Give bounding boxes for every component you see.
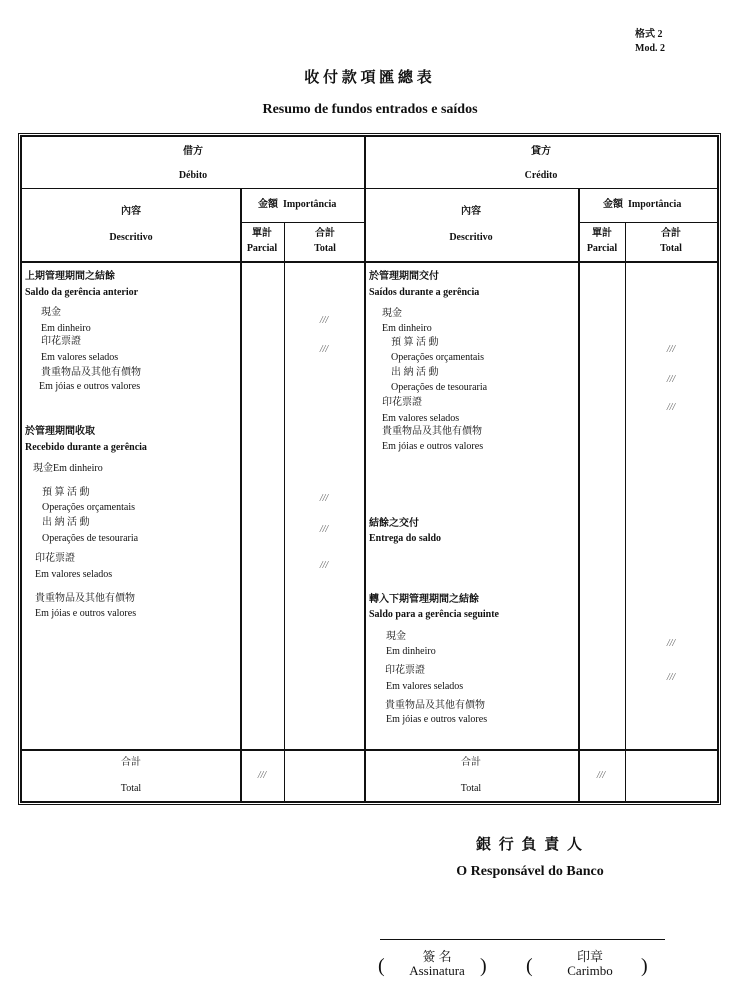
line-item: Operações de tesouraria <box>391 382 488 393</box>
total-row-pt: Total <box>460 783 482 794</box>
line-item: Operações orçamentais <box>391 352 485 363</box>
blank-mark: /// <box>257 770 267 781</box>
section-heading: Saídos durante a gerência <box>369 287 480 298</box>
total-zh: 合計 <box>661 228 681 239</box>
partial-zh: 單計 <box>592 228 612 239</box>
section-heading: 於管理期間收取 <box>25 426 95 437</box>
close-paren: ) <box>480 955 487 977</box>
partial-pt: Parcial <box>246 243 278 254</box>
total-pt: Total <box>314 243 336 254</box>
line-item: 現金 <box>386 631 406 642</box>
section-heading: Recebido durante a gerência <box>25 442 147 453</box>
close-paren: ) <box>641 955 648 977</box>
total-row-zh: 合計 <box>121 757 141 768</box>
line-item: 印花票證 <box>385 665 425 676</box>
debit-zh: 借方 <box>183 146 203 157</box>
line-item: Em dinheiro <box>386 646 436 657</box>
stamp-zh: 印章 <box>576 949 604 964</box>
bank-officer-pt: O Responsável do Banco <box>456 864 604 879</box>
title-pt: Resumo de fundos entrados e saídos <box>262 102 478 117</box>
divider <box>22 749 717 751</box>
partial-zh: 單計 <box>252 228 272 239</box>
title-zh: 收 付 款 項 匯 總 表 <box>304 70 432 86</box>
line-item: 出 納 活 動 <box>42 517 90 528</box>
line-item: 貴重物品及其他有價物 <box>35 593 135 604</box>
open-paren: ( <box>526 955 533 977</box>
line-item: Em jóias e outros valores <box>386 714 488 725</box>
blank-mark: /// <box>666 374 676 385</box>
section-heading: Saldo para a gerência seguinte <box>369 609 499 620</box>
line-item: 貴重物品及其他有價物 <box>382 426 482 437</box>
line-item: Em jóias e outros valores <box>382 441 484 452</box>
blank-mark: /// <box>319 560 329 571</box>
amount-header-right <box>603 199 681 211</box>
stamp-pt: Carimbo <box>567 963 613 978</box>
line-item: 貴重物品及其他有價物 <box>41 367 141 378</box>
line-item: Operações orçamentais <box>42 502 136 513</box>
blank-mark: /// <box>666 344 676 355</box>
open-paren: ( <box>378 955 385 977</box>
credit-pt: Crédito <box>524 170 558 181</box>
line-item: 預 算 活 動 <box>42 487 90 498</box>
blank-mark: /// <box>319 524 329 535</box>
line-item: Em dinheiro <box>382 323 432 334</box>
divider <box>578 188 580 801</box>
section-heading: Entrega do saldo <box>369 533 442 544</box>
line-item: Em valores selados <box>382 413 460 424</box>
section-heading: 結餘之交付 <box>369 518 419 529</box>
total-row-pt: Total <box>120 783 142 794</box>
blank-mark: /// <box>666 638 676 649</box>
line-item: 現金Em dinheiro <box>33 463 103 474</box>
blank-mark: /// <box>319 344 329 355</box>
section-heading: 上期管理期間之結餘 <box>25 271 115 282</box>
desc-zh: 內容 <box>121 206 141 217</box>
desc-pt: Descritivo <box>109 232 153 243</box>
sign-zh: 簽 名 <box>422 949 452 964</box>
amount-zh: 金額 <box>603 199 623 210</box>
divider <box>22 261 717 263</box>
form-code-pt: Mod. 2 <box>635 43 665 54</box>
line-item: 印花票證 <box>41 336 81 347</box>
divider <box>284 222 285 801</box>
blank-mark: /// <box>319 493 329 504</box>
line-item: Em jóias e outros valores <box>39 381 141 392</box>
line-item: 現金 <box>41 307 61 318</box>
amount-header-left <box>258 199 336 211</box>
divider <box>625 222 626 801</box>
section-heading: 於管理期間交付 <box>369 271 439 282</box>
signature-line <box>380 939 665 940</box>
blank-mark: /// <box>319 315 329 326</box>
line-item: 印花票證 <box>35 553 75 564</box>
line-item: Em dinheiro <box>41 323 91 334</box>
line-item: Em valores selados <box>386 681 464 692</box>
amount-zh: 金額 <box>258 199 278 210</box>
divider <box>22 188 717 189</box>
divider <box>364 136 366 801</box>
divider <box>241 222 365 223</box>
partial-pt: Parcial <box>586 243 618 254</box>
divider <box>579 222 717 223</box>
line-item: 出 納 活 動 <box>391 367 439 378</box>
line-item: 印花票證 <box>382 397 422 408</box>
blank-mark: /// <box>666 402 676 413</box>
bank-officer-zh: 銀 行 負 責 人 <box>475 837 585 853</box>
total-row-zh: 合計 <box>461 757 481 768</box>
blank-mark: /// <box>596 770 606 781</box>
line-item: Em valores selados <box>35 569 113 580</box>
amount-pt: Importância <box>628 199 682 210</box>
desc-zh: 內容 <box>461 206 481 217</box>
line-item: 預 算 活 動 <box>391 337 439 348</box>
total-zh: 合計 <box>315 228 335 239</box>
amount-pt: Importância <box>283 199 337 210</box>
total-pt: Total <box>660 243 682 254</box>
line-item: Operações de tesouraria <box>42 533 139 544</box>
blank-mark: /// <box>666 672 676 683</box>
line-item: Em jóias e outros valores <box>35 608 137 619</box>
sign-pt: Assinatura <box>409 963 465 978</box>
debit-pt: Débito <box>178 170 208 181</box>
section-heading: Saldo da gerência anterior <box>25 287 139 298</box>
desc-pt: Descritivo <box>449 232 493 243</box>
line-item: 貴重物品及其他有價物 <box>385 700 485 711</box>
divider <box>240 188 242 801</box>
line-item: Em valores selados <box>41 352 119 363</box>
section-heading: 轉入下期管理期間之結餘 <box>369 594 479 605</box>
credit-zh: 貸方 <box>531 146 551 157</box>
line-item: 現金 <box>382 308 402 319</box>
form-code-zh: 格式 2 <box>635 29 663 40</box>
